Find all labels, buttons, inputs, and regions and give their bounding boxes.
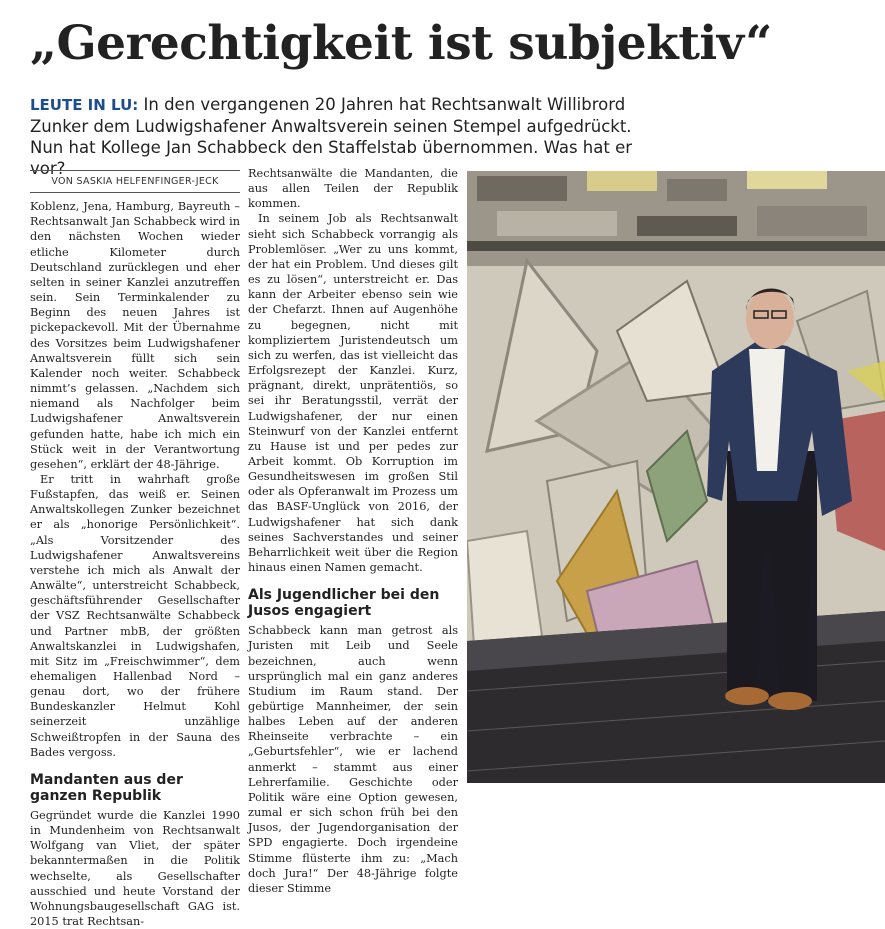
paragraph: Schabbeck kann man getrost als Juristen mit Leib und Seele bezeichnen, auch wenn ursprünglich mal ein ganz anderes Studium im Raum stand. Der gebürtige Mannheimer, der sein halbes Leben auf der anderen Rheinseite verbrachte – ein „Geburtsfehler“, wie er lachend anmerkt – stammt aus einer Lehrerfamilie. Geschichte oder Politik wäre eine Option gewesen, zumal er sich schon früh bei den Jusos, der Jugendorganisation der SPD engagierte. Doch irgendeine Stimme flüsterte ihm zu: „Mach doch Jura!“ Der 48-Jährige folgte dieser Stimme <box>248 624 458 895</box>
paragraph: Koblenz, Jena, Hamburg, Bayreuth – Rechtsanwalt Jan Schabbeck wird in den nächsten Wochen wieder etliche Kilometer durch Deutschland zurücklegen und eher selten in seiner Kanzlei anzutreffen sein. Sein Terminkalender zu Beginn des neuen Jahres ist pickepackevoll. Mit der Übernahme des Vorsitzes beim Ludwigshafener Anwaltsverein füllt sich sein Kalender noch weiter. Schabbeck nimmt’s gelassen. „Nachdem sich niemand als Nachfolger beim Ludwigshafener Anwaltsverein gefunden hatte, habe ich mich ein Stück weit in der Verantwortung gesehen“, erklärt der 48-Jährige. <box>30 200 240 471</box>
lead-text: In den vergangenen 20 Jahren hat Rechtsanwalt Willibrord Zunker dem Ludwigshafener Anwaltsverein seinen Stempel aufgedrückt. Nun hat Kollege Jan Schabbeck den Staffelstab übernommen. Was hat er vor? <box>30 95 633 178</box>
paragraph: Er tritt in wahrhaft große Fußstapfen, das weiß er. Seinen Anwaltskollegen Zunker bezeichnet er als „honorige Persönlichkeit“. „Als Vorsitzender des Ludwigshafener Anwaltsvereins verstehe ich mich als Anwalt der Anwälte“, unterstreicht Schabbeck, geschäftsführender Gesellschafter der VSZ Rechtsanwälte Schabbeck und Partner mbB, der größten Anwaltskanzlei in Ludwigshafen, mit Sitz im „Freischwimmer“, dem ehemaligen Hallenbad Nord – genau dort, wo der frühere Bundeskanzler Helmut Kohl seinerzeit unzählige Schweißtropfen in der Sauna des Bades vergoss. <box>30 472 240 759</box>
paragraph: Rechtsanwälte die Mandanten, die aus allen Teilen der Republik kommen. <box>248 167 458 211</box>
paragraph: In seinem Job als Rechtsanwalt sieht sich Schabbeck vorrangig als Problemlöser. „Wer zu uns kommt, der hat ein Problem. Und dieses gilt es zu lösen“, unterstreicht er. Das kann der Arbeiter ebenso sein wie der Chefarzt. Ihnen auf Augenhöhe zu begegnen, nicht mit kompliziertem Juristendeutsch um sich zu werfen, das ist vielleicht das Erfolgsrezept der Kanzlei. Kurz, prägnant, direkt, unprätentiös, so sei ihr Beratungsstil, verrät der Ludwigshafener, der nur einen Steinwurf von der Kanzlei entfernt zu Hause ist und per pedes zur Arbeit kommt. Ob Korruption im Gesundheitswesen im großen Stil oder als Opferanwalt im Prozess um das BASF-Unglück von 2016, der Ludwigshafener hat sich dank seines Sachverstandes und seiner Beharrlichkeit weit über die Region hinaus einen Namen gemacht. <box>248 212 458 575</box>
subheading: Als Jugendlicher bei den Jusos engagiert <box>248 587 440 620</box>
portrait-photo <box>467 171 885 783</box>
paragraph: Gegründet wurde die Kanzlei 1990 in Mundenheim von Rechtsanwalt Wolfgang van Vliet, der später bekanntermaßen in die Politik wechselte, als Gesellschafter ausschied und heute Vorstand der Wohnungsbaugesellschaft GAG ist. 2015 trat Rechtsan- <box>30 808 240 929</box>
article-photo <box>467 171 885 783</box>
subheading: Mandanten aus der ganzen Republik <box>30 771 183 804</box>
byline: VON SASKIA HELFENFINGER-JECK <box>30 170 240 193</box>
column-2 <box>248 166 458 896</box>
headline: „Gerechtigkeit ist subjektiv“ <box>30 16 772 71</box>
kicker: LEUTE IN LU: <box>30 96 139 114</box>
column-1 <box>30 170 240 929</box>
